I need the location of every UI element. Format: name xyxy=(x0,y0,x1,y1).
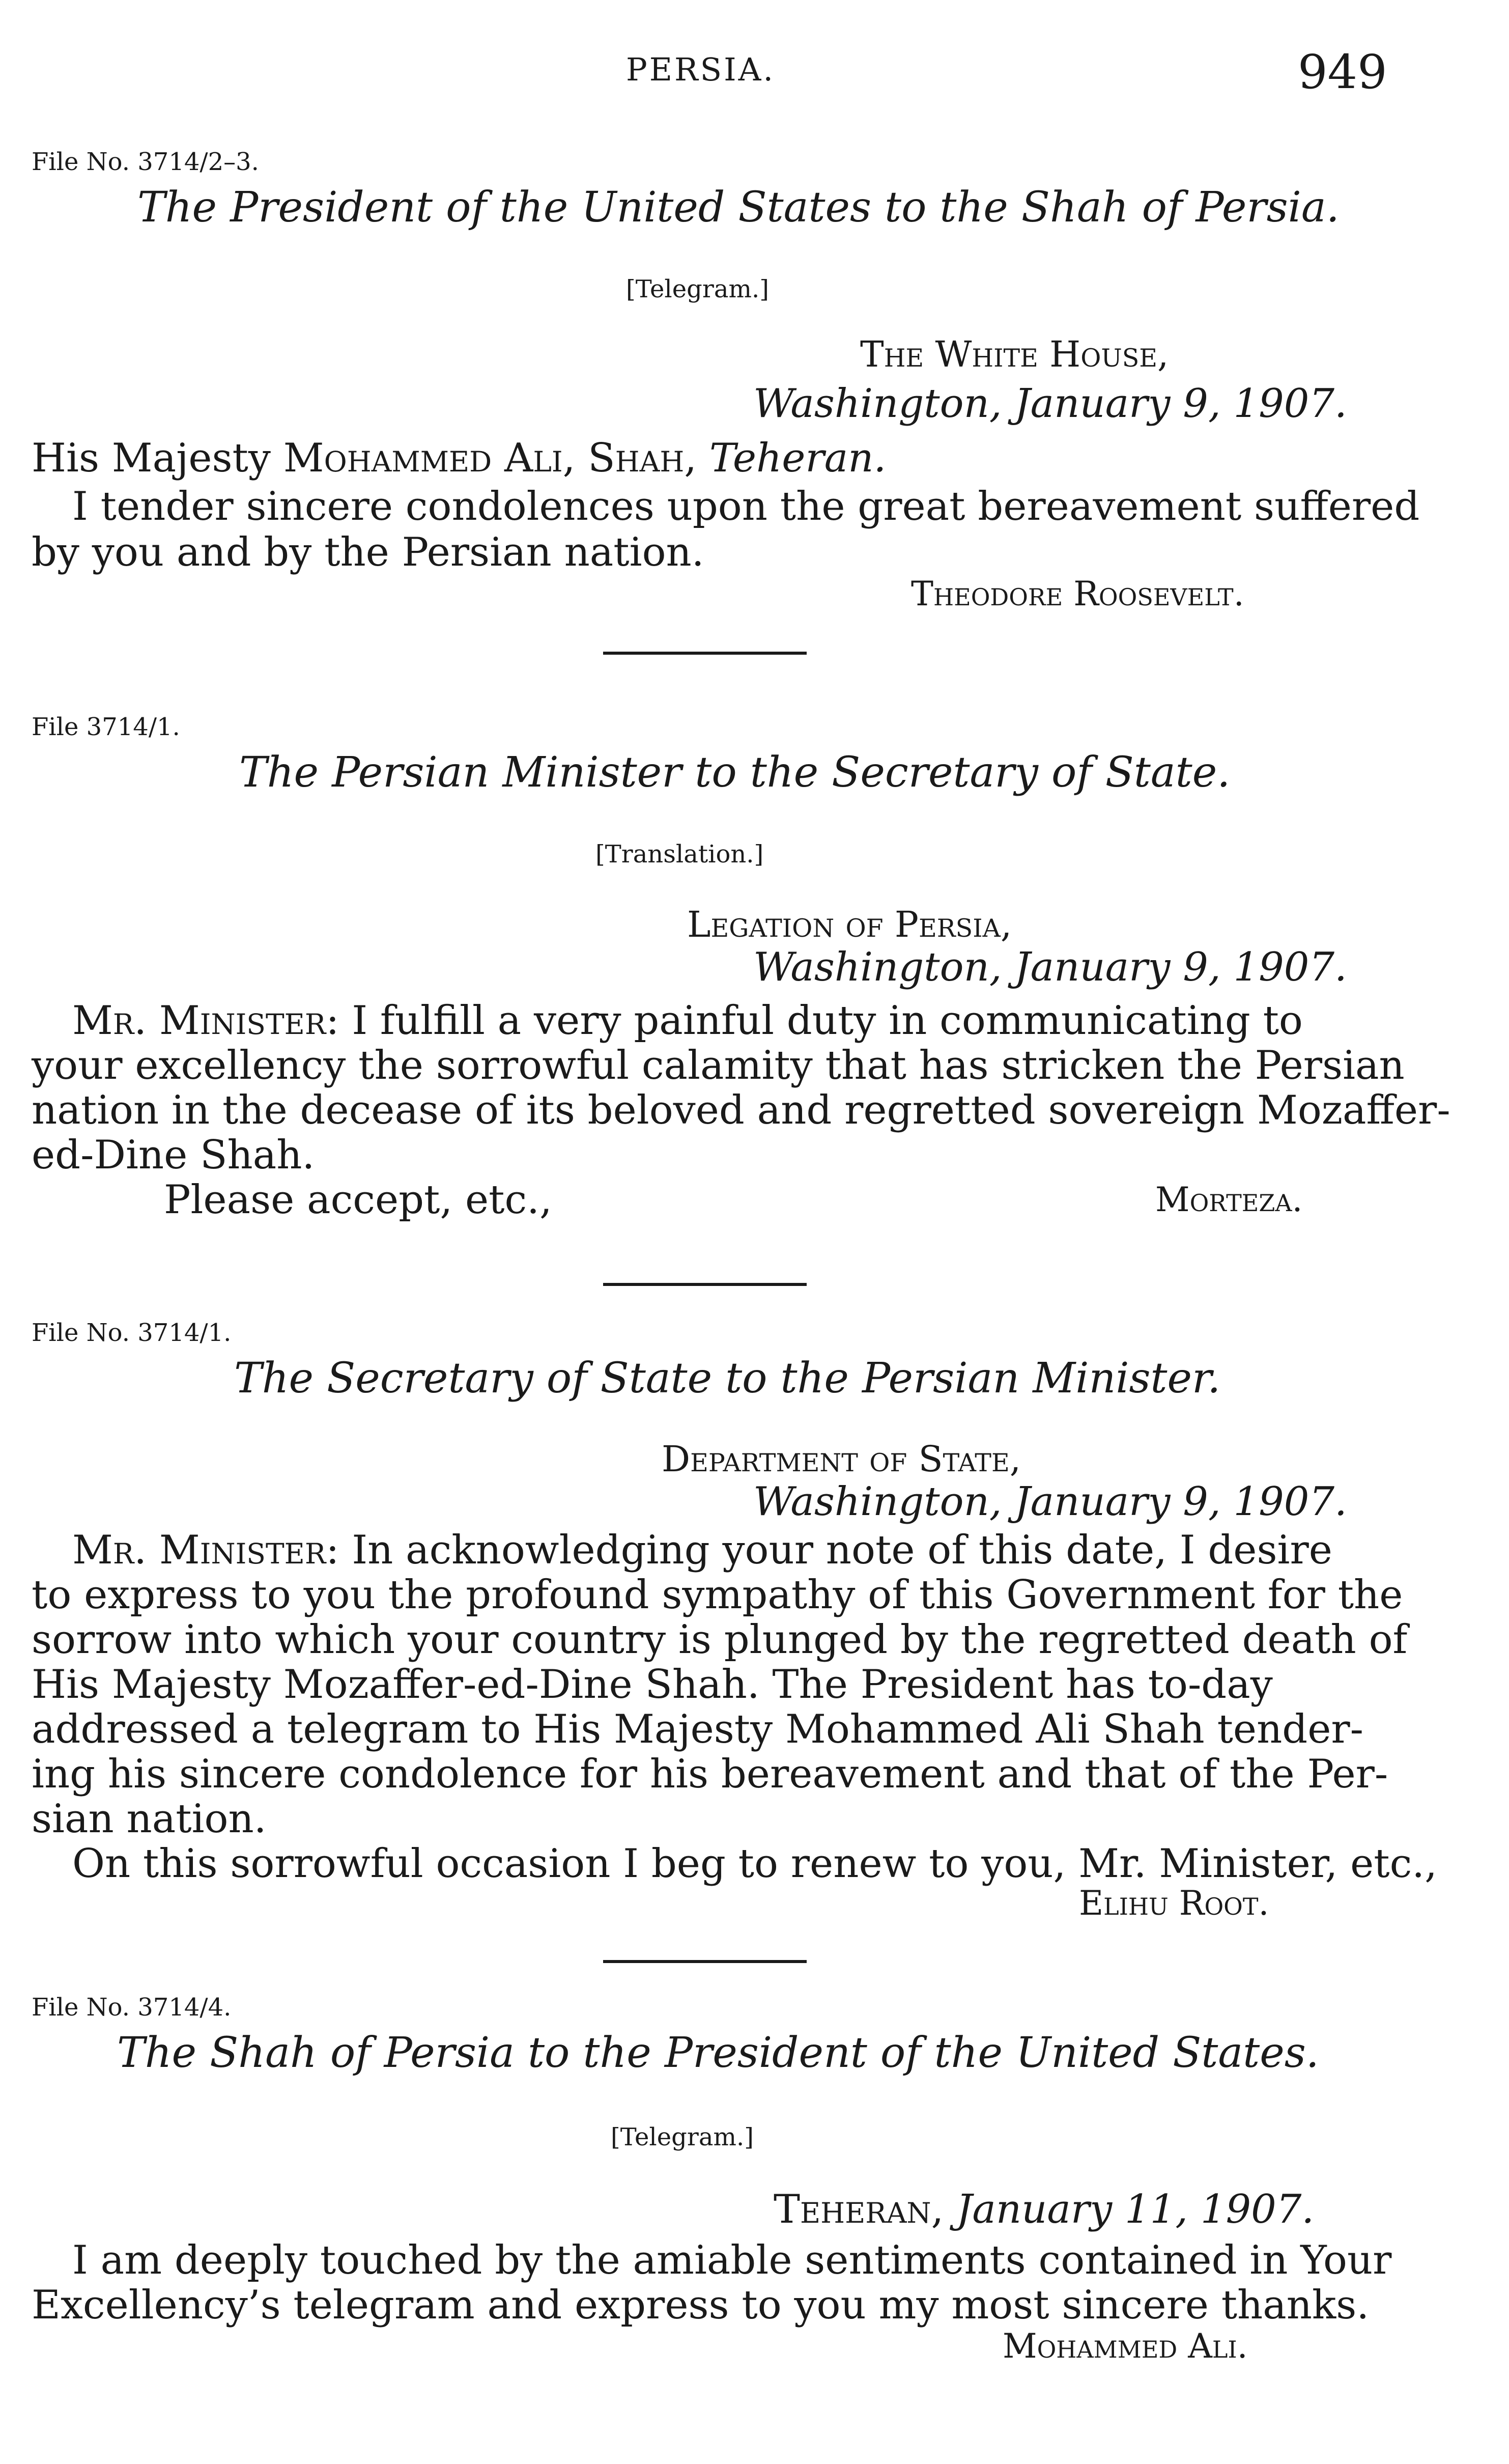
body-line: addressed a telegram to His Majesty Mohammed Ali Shah tender- xyxy=(32,1706,1364,1752)
body-line: I am deeply touched by the amiable sentiments contained in Your xyxy=(72,2237,1392,2283)
signature: Theodore Roosevelt. xyxy=(911,574,1244,613)
page-number: 949 xyxy=(1298,45,1387,99)
body-line: to express to you the profound sympathy of this Government for the xyxy=(32,1572,1403,1618)
body-line: ing his sincere condolence for his bereavement and that of the Per- xyxy=(32,1751,1388,1797)
signature: Morteza. xyxy=(1155,1180,1303,1219)
addressee-line xyxy=(32,435,886,481)
salutation: Mr. Minister: xyxy=(72,998,339,1044)
date-line: Washington, January 9, 1907. xyxy=(753,944,1347,990)
document-title: The Secretary of State to the Persian Minister. xyxy=(234,1354,1221,1403)
separator-rule xyxy=(603,1283,807,1286)
document-title: The Persian Minister to the Secretary of State. xyxy=(239,748,1231,797)
file-number: File No. 3714/1. xyxy=(32,1319,232,1347)
file-number: File No. 3714/2–3. xyxy=(32,148,259,176)
closing: Please accept, etc., xyxy=(164,1177,552,1223)
salutation: Mr. Minister: xyxy=(72,1527,339,1573)
body-first-line xyxy=(72,1527,1332,1573)
body-line: sorrow into which your country is plunged by the regretted death of xyxy=(32,1617,1408,1663)
document-type: [Telegram.] xyxy=(626,275,769,303)
body-line: Excellency’s telegram and express to you my most sincere thanks. xyxy=(32,2282,1370,2328)
document-title: The Shah of Persia to the President of the United States. xyxy=(117,2029,1319,2077)
body-first-line xyxy=(72,998,1303,1044)
body-line: nation in the decease of its beloved and regretted sovereign Mozaffer- xyxy=(32,1087,1450,1133)
signature: Elihu Root. xyxy=(1079,1884,1269,1923)
body-line: His Majesty Mozaffer-ed-Dine Shah. The President has to-day xyxy=(32,1662,1273,1707)
place-line: Legation of Persia, xyxy=(687,904,1012,945)
place-line: Department of State, xyxy=(662,1438,1021,1480)
separator-rule xyxy=(603,652,807,655)
body-line: I tender sincere condolences upon the great bereavement suffered xyxy=(72,484,1420,529)
document-type: [Telegram.] xyxy=(611,2123,754,2151)
signature: Mohammed Ali. xyxy=(1003,2327,1248,2366)
date-line: January 11, 1907. xyxy=(956,2187,1315,2232)
document-title: The President of the United States to the Shah of Persia. xyxy=(137,183,1340,232)
addressee-city: Teheran. xyxy=(709,435,887,481)
body-line: ed-Dine Shah. xyxy=(32,1132,315,1178)
date-line: Washington, January 9, 1907. xyxy=(753,1479,1347,1525)
file-number: File No. 3714/4. xyxy=(32,1993,232,2022)
separator-rule xyxy=(603,1960,807,1963)
closing: On this sorrowful occasion I beg to renew to you, Mr. Minister, etc., xyxy=(72,1841,1437,1887)
file-number: File 3714/1. xyxy=(32,713,180,741)
place-line: Teheran, xyxy=(774,2187,944,2232)
date-line: Washington, January 9, 1907. xyxy=(753,381,1347,427)
body-line: your excellency the sorrowful calamity that has stricken the Persian xyxy=(32,1043,1405,1088)
body-line: In acknowledging your note of this date, I desire xyxy=(352,1527,1332,1573)
body-line: by you and by the Persian nation. xyxy=(32,529,704,575)
place-line: The White House, xyxy=(860,333,1169,375)
body-line: sian nation. xyxy=(32,1796,267,1842)
document-type: [Translation.] xyxy=(595,840,764,869)
body-line: I fulfill a very painful duty in communicating to xyxy=(352,998,1303,1044)
place-date-line xyxy=(774,2187,1314,2232)
addressee-prefix: His Majesty xyxy=(32,435,271,481)
running-head: PERSIA. xyxy=(626,51,776,88)
addressee-name: Mohammed Ali, Shah, xyxy=(283,435,697,481)
